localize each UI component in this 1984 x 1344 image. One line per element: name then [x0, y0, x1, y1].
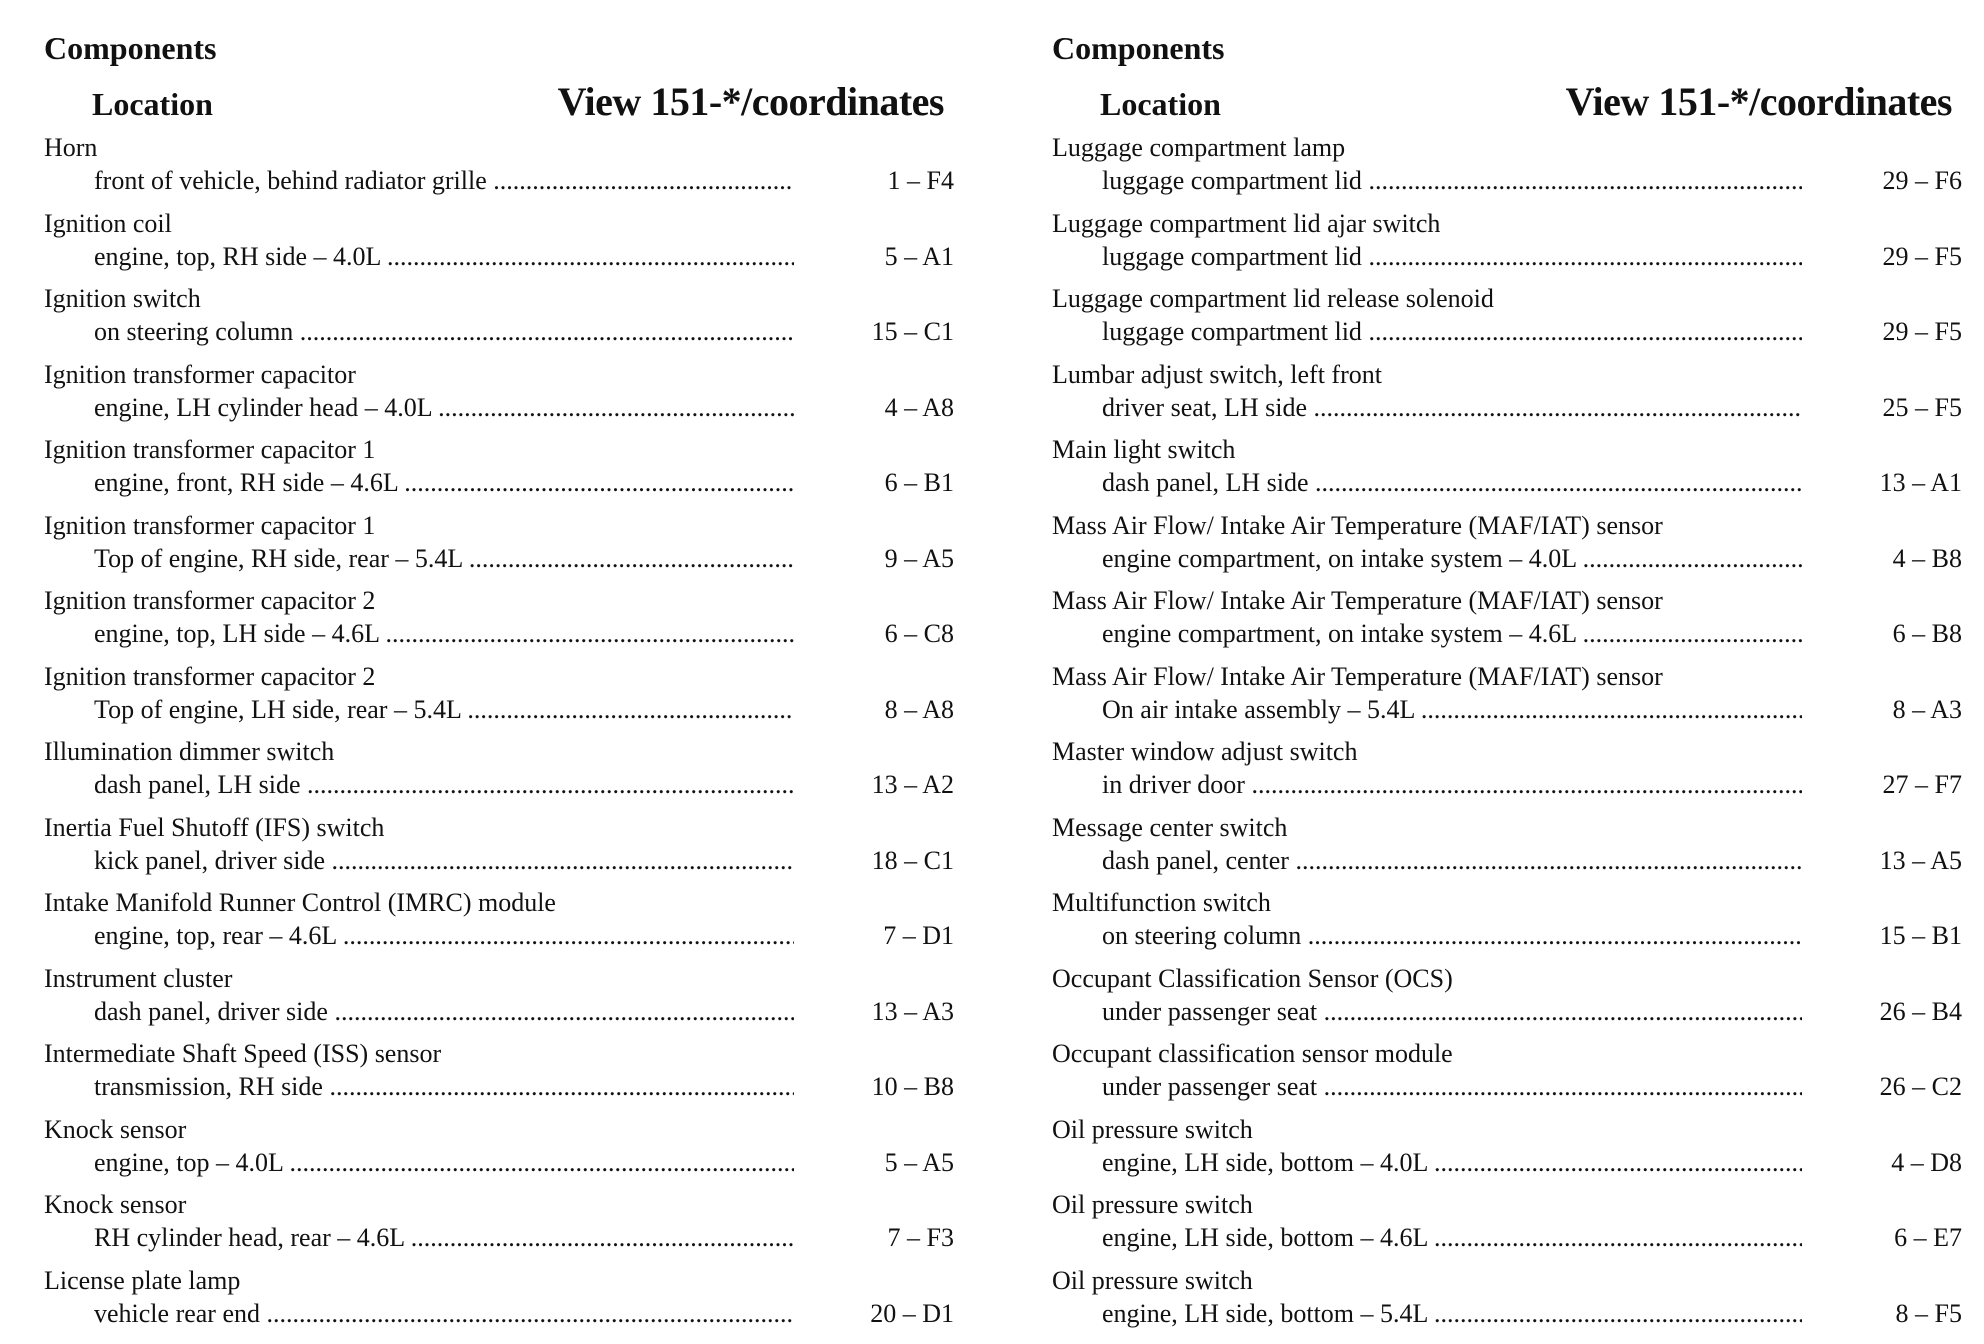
- view-coordinate: 7 – F3: [887, 1223, 954, 1252]
- view-coordinate: 13 – A3: [871, 996, 954, 1026]
- component-entry: [44, 133, 954, 209]
- components-title: Components: [1052, 30, 1225, 66]
- component-name: Ignition transformer capacitor 2: [44, 661, 376, 691]
- component-location: dash panel, LH side .....: [1102, 468, 1802, 498]
- component-entry: [44, 1039, 954, 1115]
- component-name: Ignition transformer capacitor 1: [44, 510, 376, 540]
- view-coordinate: 6 – B8: [1892, 619, 1962, 648]
- component-location: in driver door .....: [1102, 770, 1802, 800]
- component-location: front of vehicle, behind radiator grille .....: [94, 166, 794, 196]
- view-coordinate: 6 – C8: [884, 619, 954, 648]
- component-name: Knock sensor: [44, 1190, 187, 1219]
- component-entry: [44, 511, 954, 587]
- component-name: Luggage compartment lid release solenoid: [1052, 284, 1494, 313]
- component-name: Ignition transformer capacitor 2: [44, 586, 376, 615]
- component-entry: [44, 964, 954, 1040]
- component-location: on steering column .....: [94, 317, 794, 347]
- component-location: on steering column .....: [1102, 921, 1802, 951]
- component-name: Lumbar adjust switch, left front: [1052, 359, 1382, 389]
- component-location: dash panel, driver side .....: [94, 997, 794, 1027]
- view-coordinate: 29 – F5: [1882, 317, 1962, 346]
- view-coordinates-header: View 151-*/coordinates: [1565, 79, 1952, 124]
- component-entry: [1052, 1266, 1962, 1342]
- component-entry: [44, 360, 954, 436]
- component-name: Multifunction switch: [1052, 888, 1271, 917]
- component-name: Occupant Classification Sensor (OCS): [1052, 963, 1453, 993]
- view-coordinate: 15 – B1: [1879, 921, 1962, 950]
- component-location: under passenger seat .....: [1102, 997, 1802, 1027]
- view-coordinate: 26 – C2: [1879, 1072, 1962, 1101]
- component-location: luggage compartment lid .....: [1102, 242, 1802, 272]
- view-coordinate: 18 – C1: [871, 845, 954, 875]
- component-entry: [1052, 1115, 1962, 1191]
- view-coordinate: 20 – D1: [870, 1298, 954, 1328]
- component-entry: [1052, 133, 1962, 209]
- component-name: Mass Air Flow/ Intake Air Temperature (MAF/IAT) sensor: [1052, 661, 1663, 691]
- view-coordinate: 10 – B8: [871, 1072, 954, 1101]
- component-entry: [44, 586, 954, 662]
- component-location: engine, LH side, bottom – 4.0L .....: [1102, 1148, 1802, 1178]
- component-location: engine, LH side, bottom – 5.4L .....: [1102, 1299, 1802, 1329]
- view-coordinate: 9 – A5: [884, 543, 954, 573]
- view-coordinate: 5 – A1: [884, 241, 954, 271]
- component-location: Top of engine, LH side, rear – 5.4L .....: [94, 695, 794, 725]
- component-entry: [1052, 1039, 1962, 1115]
- component-location: under passenger seat .....: [1102, 1072, 1802, 1102]
- component-name: Knock sensor: [44, 1114, 187, 1144]
- components-title: Components: [44, 30, 217, 66]
- view-coordinate: 1 – F4: [887, 166, 954, 195]
- component-name: Inertia Fuel Shutoff (IFS) switch: [44, 812, 385, 842]
- location-header: Location: [1100, 86, 1221, 122]
- view-coordinate: 13 – A2: [871, 770, 954, 799]
- component-location: dash panel, center .....: [1102, 846, 1802, 876]
- component-location: engine, front, RH side – 4.6L .....: [94, 468, 794, 498]
- component-location: engine, top – 4.0L .....: [94, 1148, 794, 1178]
- component-entry: [44, 1115, 954, 1191]
- component-location: kick panel, driver side .....: [94, 846, 794, 876]
- component-name: Intermediate Shaft Speed (ISS) sensor: [44, 1039, 442, 1068]
- component-entry: [1052, 964, 1962, 1040]
- view-coordinate: 5 – A5: [884, 1147, 954, 1177]
- component-entry: [44, 435, 954, 511]
- component-entry: [44, 1266, 954, 1342]
- component-location: engine, top, rear – 4.6L .....: [94, 921, 794, 951]
- component-location: luggage compartment lid .....: [1102, 166, 1802, 196]
- component-name: Occupant classification sensor module: [1052, 1039, 1453, 1068]
- component-entry: [44, 737, 954, 813]
- component-entry: [1052, 1190, 1962, 1266]
- component-entry: [1052, 888, 1962, 964]
- view-coordinate: 25 – F5: [1882, 392, 1962, 422]
- component-entry: [1052, 511, 1962, 587]
- component-entry: [1052, 813, 1962, 889]
- component-entry: [1052, 360, 1962, 436]
- view-coordinate: 13 – A5: [1879, 845, 1962, 875]
- component-entry: [44, 209, 954, 285]
- component-name: Main light switch: [1052, 435, 1236, 464]
- component-name: Ignition coil: [44, 208, 172, 238]
- component-location: dash panel, LH side .....: [94, 770, 794, 800]
- view-coordinate: 8 – A8: [884, 694, 954, 724]
- component-name: License plate lamp: [44, 1265, 241, 1295]
- component-name: Oil pressure switch: [1052, 1190, 1253, 1219]
- component-list: [44, 133, 954, 1341]
- component-location: RH cylinder head, rear – 4.6L .....: [94, 1223, 794, 1253]
- component-name: Ignition transformer capacitor 1: [44, 435, 376, 464]
- component-name: Instrument cluster: [44, 963, 233, 993]
- component-name: Illumination dimmer switch: [44, 737, 335, 766]
- component-entry: [1052, 586, 1962, 662]
- view-coordinate: 29 – F5: [1882, 241, 1962, 271]
- component-name: Mass Air Flow/ Intake Air Temperature (MAF/IAT) sensor: [1052, 586, 1663, 615]
- component-entry: [1052, 209, 1962, 285]
- component-name: Luggage compartment lid ajar switch: [1052, 208, 1441, 238]
- component-location: driver seat, LH side .....: [1102, 393, 1802, 423]
- component-location: Top of engine, RH side, rear – 5.4L .....: [94, 544, 794, 574]
- component-location: luggage compartment lid .....: [1102, 317, 1802, 347]
- component-list: [1052, 133, 1962, 1341]
- component-name: Oil pressure switch: [1052, 1114, 1253, 1144]
- component-location: engine, LH side, bottom – 4.6L .....: [1102, 1223, 1802, 1253]
- view-coordinate: 26 – B4: [1879, 996, 1962, 1026]
- view-coordinate: 4 – B8: [1892, 543, 1962, 573]
- component-entry: [44, 284, 954, 360]
- component-location: engine compartment, on intake system – 4.6L .....: [1102, 619, 1802, 649]
- component-name: Message center switch: [1052, 812, 1288, 842]
- component-entry: [44, 888, 954, 964]
- view-coordinate: 4 – D8: [1891, 1147, 1962, 1177]
- view-coordinates-header: View 151-*/coordinates: [557, 79, 944, 124]
- component-entry: [1052, 737, 1962, 813]
- component-location: transmission, RH side .....: [94, 1072, 794, 1102]
- view-coordinate: 6 – E7: [1894, 1223, 1962, 1252]
- location-header: Location: [92, 86, 213, 122]
- view-coordinate: 27 – F7: [1882, 770, 1962, 799]
- component-name: Intake Manifold Runner Control (IMRC) module: [44, 888, 556, 917]
- component-location: engine, top, LH side – 4.6L .....: [94, 619, 794, 649]
- component-location: On air intake assembly – 5.4L .....: [1102, 695, 1802, 725]
- view-coordinate: 4 – A8: [884, 392, 954, 422]
- view-coordinate: 8 – A3: [1892, 694, 1962, 724]
- view-coordinate: 15 – C1: [871, 317, 954, 346]
- component-name: Oil pressure switch: [1052, 1265, 1253, 1295]
- component-entry: [1052, 435, 1962, 511]
- component-name: Mass Air Flow/ Intake Air Temperature (MAF/IAT) sensor: [1052, 510, 1663, 540]
- view-coordinate: 13 – A1: [1879, 468, 1962, 497]
- component-location: engine compartment, on intake system – 4.0L .....: [1102, 544, 1802, 574]
- component-entry: [44, 1190, 954, 1266]
- view-coordinate: 7 – D1: [883, 921, 954, 950]
- view-coordinate: 6 – B1: [884, 468, 954, 497]
- component-location: engine, LH cylinder head – 4.0L .....: [94, 393, 794, 423]
- component-name: Ignition transformer capacitor: [44, 359, 356, 389]
- component-name: Master window adjust switch: [1052, 737, 1358, 766]
- component-name: Ignition switch: [44, 284, 201, 313]
- component-entry: [1052, 662, 1962, 738]
- component-name: Luggage compartment lamp: [1052, 133, 1346, 162]
- view-coordinate: 8 – F5: [1895, 1298, 1962, 1328]
- component-location: engine, top, RH side – 4.0L .....: [94, 242, 794, 272]
- component-name: Horn: [44, 133, 98, 162]
- component-entry: [1052, 284, 1962, 360]
- component-entry: [44, 813, 954, 889]
- view-coordinate: 29 – F6: [1882, 166, 1962, 195]
- component-location: vehicle rear end .....: [94, 1299, 794, 1329]
- component-entry: [44, 662, 954, 738]
